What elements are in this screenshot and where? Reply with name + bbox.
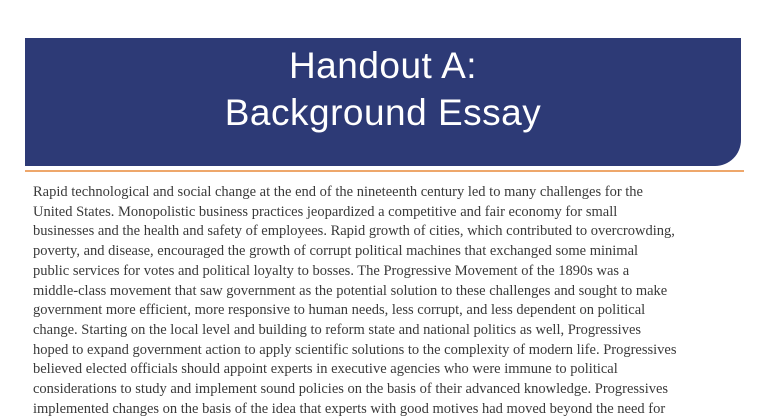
essay-line: government more efficient, more responsive to human needs, less corrupt, and less dependent on political: [33, 302, 646, 319]
handout-title-line-2: Background Essay: [224, 92, 542, 133]
background-essay-paragraph: [33, 183, 755, 417]
essay-line: change. Starting on the local level and building to reform state and national politics as well, Progressives: [33, 321, 642, 338]
essay-line: middle-class movement that saw government as the potential solution to these challenges and sought to make: [33, 282, 668, 299]
essay-line: implemented changes on the basis of the idea that experts with good motives had moved beyond the need for: [33, 400, 666, 417]
essay-line: hoped to expand government action to apply scientific solutions to the complexity of modern life. Progressives: [33, 341, 677, 358]
essay-line: businesses and the health and safety of employees. Rapid growth of cities, which contributed to overcrowding,: [33, 223, 675, 240]
essay-line: considerations to study and implement sound policies on the basis of their advanced knowledge. Progressives: [33, 381, 669, 398]
essay-line: United States. Monopolistic business practices jeopardized a competitive and fair economy for small: [33, 203, 618, 220]
handout-title-banner: [25, 38, 741, 166]
handout-title-line-1: Handout A:: [288, 45, 478, 86]
essay-line: believed elected officials should appoint experts in executive agencies who were immune to political: [33, 361, 618, 378]
essay-line: public services for votes and political loyalty to bosses. The Progressive Movement of the 1890s was a: [33, 262, 630, 279]
essay-line: Rapid technological and social change at the end of the nineteenth century led to many challenges for the: [33, 184, 643, 200]
essay-line: poverty, and disease, encouraged the growth of corrupt political machines that exchanged some minimal: [33, 243, 639, 260]
orange-divider-rule: [25, 170, 744, 172]
